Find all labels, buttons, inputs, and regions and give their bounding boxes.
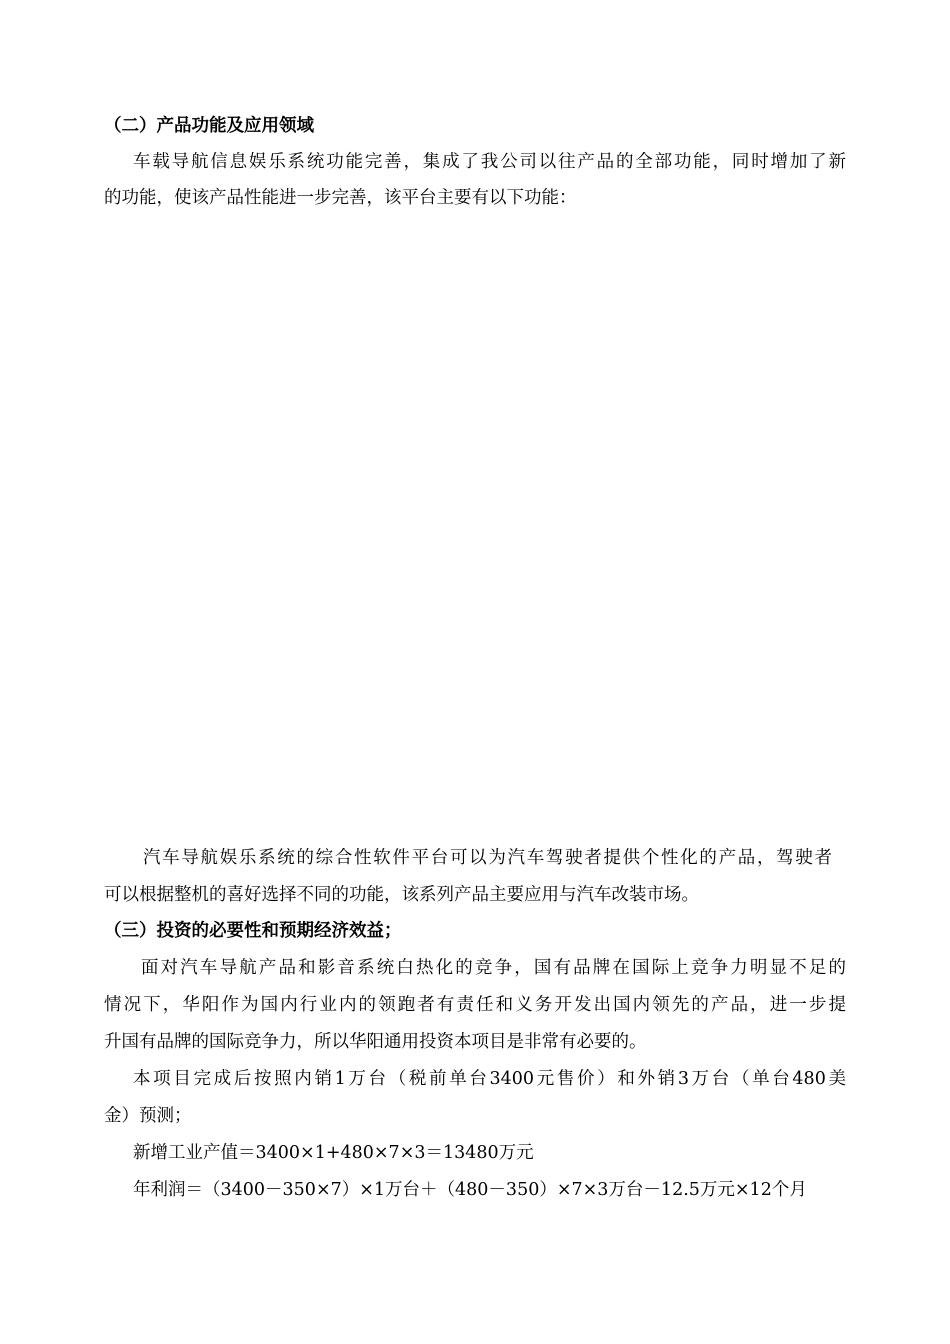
intro-paragraph-line: 的功能，使该产品性能进一步完善，该平台主要有以下功能： — [104, 188, 577, 208]
section-heading-investment: （三）投资的必要性和预期经济效益； — [104, 921, 402, 941]
investment-paragraph-line: 情况下，华阳作为国内行业内的领跑者有责任和义务开发出国内领先的产品，进一步提 — [104, 995, 846, 1015]
outro-paragraph-line: 可以根据整机的喜好选择不同的功能，该系列产品主要应用与汽车改装市场。 — [104, 885, 699, 905]
annual-profit-formula: 年利润＝（3400－350×7）×1万台＋（480－350）×7×3万台－12.5万元×12个月 — [133, 1180, 807, 1200]
intro-paragraph-line: 车载导航信息娱乐系统功能完善，集成了我公司以往产品的全部功能，同时增加了新 — [133, 152, 846, 172]
outro-paragraph-line: 汽车导航娱乐系统的综合性软件平台可以为汽车驾驶者提供个性化的产品，驾驶者 — [143, 848, 832, 868]
section-heading-products: （二）产品功能及应用领域 — [104, 116, 314, 136]
forecast-paragraph-line: 金）预测； — [104, 1106, 192, 1126]
output-value-formula: 新增工业产值＝3400×1+480×7×3＝13480万元 — [133, 1143, 534, 1163]
investment-paragraph-line: 面对汽车导航产品和影音系统白热化的竞争，国有品牌在国际上竞争力明显不足的 — [141, 958, 846, 978]
investment-paragraph-line: 升国有品牌的国际竞争力，所以华阳通用投资本项目是非常有必要的。 — [104, 1032, 647, 1052]
forecast-paragraph-line: 本项目完成后按照内销1万台（税前单台3400元售价）和外销3万台（单台480美 — [133, 1069, 846, 1089]
